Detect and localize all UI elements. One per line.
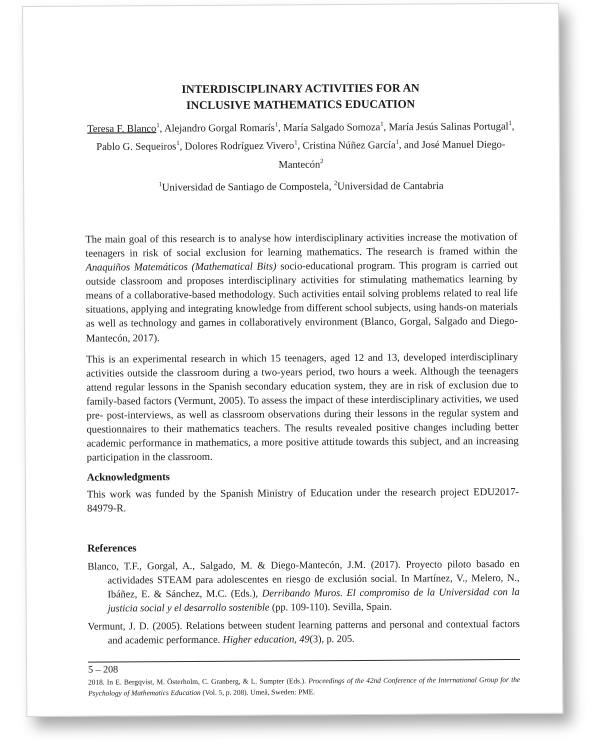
author-name: , María Salgado Somoza [278, 122, 381, 134]
paper-body [84, 80, 519, 648]
affiliations: $^1$Universidad de Santiago de Compostela, $^2$Universidad de Cantabria [158, 180, 444, 195]
paper-title [84, 80, 516, 114]
page-number: 5 – 208 [88, 664, 119, 676]
acknowledgments-heading: Acknowledgments [86, 472, 170, 484]
reference-item: Vermunt, J. D. (2005). Relations between student learning patterns and personal and contextual factors and academic performance. Higher education, 49(3), p. 205. [87, 618, 520, 647]
acknowledgments-text: This work was funded by the Spanish Ministry of Education under the research project EDU2017-84979-R. [86, 487, 520, 516]
references-heading: References [87, 542, 137, 555]
author-name: , María Jesús Salinas Portugal [383, 121, 509, 134]
author-name: , Pablo G. Sequeiros [96, 121, 515, 154]
title-line-2: INCLUSIVE MATHEMATICS EDUCATION [186, 97, 415, 112]
author-name: , Dolores Rodríguez Vivero [179, 141, 295, 153]
affiliation-2: Universidad de Cantabria [337, 181, 444, 193]
title-line-1: INTERDISCIPLINARY ACTIVITIES FOR AN [181, 81, 420, 97]
abstract-paragraph-1: The main goal of this research is to analyse how interdisciplinary activities increase the motivation of teenagers in risk of social exclusion for learning mathematics. The research is framed within the Anaquiños Matemáticos (Mathematical Bits) socio-educational program. This program is carried out outside classroom and proposes interdisciplinary activities for stimulating mathematics learning by means of a collaborative-based methodology. Such activities entail solving problems related to real life situations, applying and integrating knowledge from different school subjects, using hands-on materials as well as technology and games in collaboratively environment (Blanco, Gorgal, Salgado and Diego-Mantecón, 2017). [85, 231, 518, 345]
author-name: , Alejandro Gorgal Romarís [159, 122, 275, 135]
reference-item: Blanco, T.F., Gorgal, A., Salgado, M. & Diego-Mantecón, J.M. (2017). Proyecto piloto basado en actividades STEAM para adolescentes en riesgo de exclusión social. In Martínez, V., Melero, N., Ibáñez, E. & Sánchez, M.C. (Eds.), Derribando Muros. El compromiso de la Universidad con la justicia social y el desarrollo sostenible (pp. 109-110). Sevilla, Spain. [87, 558, 520, 615]
author-name: , and José Manuel Diego-Mantecón [278, 139, 506, 171]
affiliation-1: Universidad de Santiago de Compostela, [161, 181, 335, 195]
page-footer [88, 659, 520, 699]
paper-page [22, 3, 563, 717]
author-name: Teresa F. Blanco [87, 123, 157, 136]
abstract-paragraph-2: This is an experimental research in which 15 teenagers, aged 12 and 13, developed interdisciplinary activities outside the classroom during a two-years period, two hours a week. Although the teenagers attend regular lessons in the Spanish secondary education system, they are in risk of exclusion due to family-based factors (Vermunt, 2005). To assess the impact of these interdisciplinary activities, we used pre- post-interviews, as well as classroom observations during their lessons in the regular system and questionnaires to their mathematics teachers. The results revealed positive changes including better academic performance in mathematics, a more positive attitude towards this subject, and an increasing participation in the classroom. [86, 351, 519, 464]
author-list: Teresa F. Blanco$^1$, Alejandro Gorgal Romarís$^1$, María Salgado Somoza$^1$, María Jesús Salinas Portugal$^1$, Pablo G. Sequeiros$^1$, Dolores Rodríguez Vivero$^1$, Cristina Núñez García$^1$, and José Manuel Diego-Mantecón$^2$ [87, 120, 515, 171]
author-name: , Cristina Núñez García [297, 140, 396, 153]
footer-citation: 2018. In E. Bergqvist, M. Österholm, C. Granberg, & L. Sumpter (Eds.). Proceedings of the 42nd Conference of the International Group for the Psychology of Mathematics Education (Vol. 5, p. 208). Umeå, Sweden: PME. [88, 674, 521, 698]
